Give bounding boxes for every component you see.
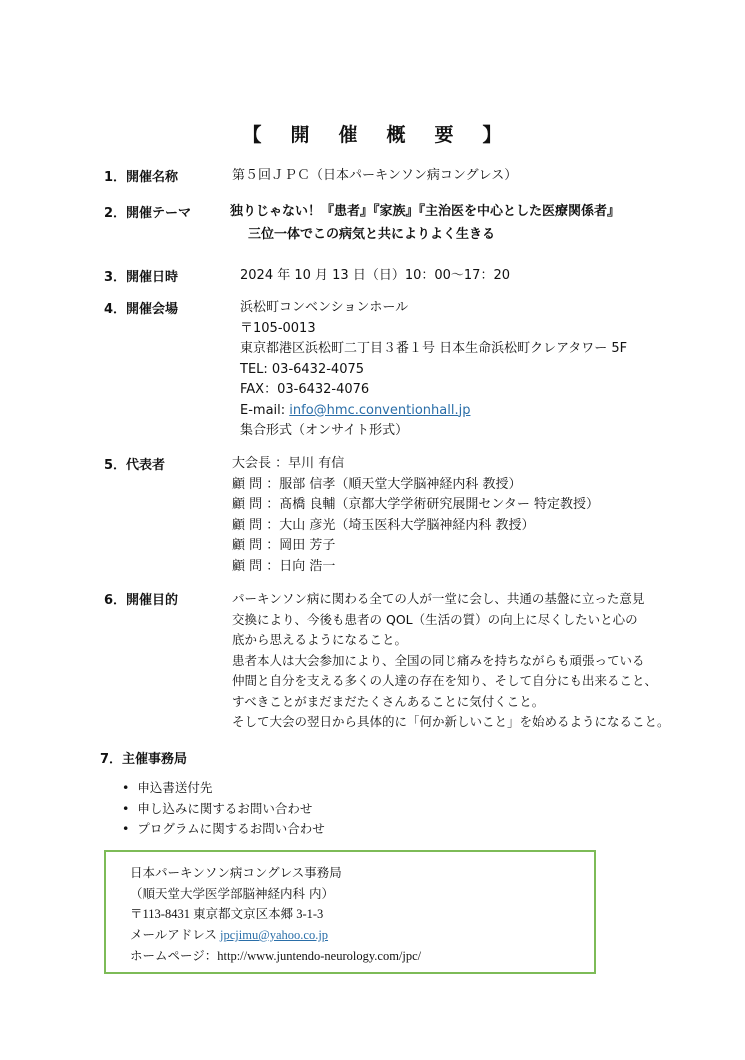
- purpose-line: すべきことがまだまだたくさんあることに気付くこと。: [232, 693, 545, 709]
- title-char: 催: [338, 124, 359, 146]
- title-char: 要: [434, 124, 455, 146]
- office-address: 〒113-8431 東京都文京区本郷 3-1-3: [130, 907, 324, 921]
- venue-name: 浜松町コンベンションホール: [240, 300, 409, 315]
- venue-email-link[interactable]: info@hmc.conventionhall.jp: [289, 402, 471, 418]
- rep-line: 顧 問 ：大山 彦光（埼玉医科大学脳神経内科 教授）: [232, 517, 535, 533]
- event-name: 第５回ＪＰＣ（日本パーキンソン病コングレス）: [232, 168, 518, 183]
- venue-postal: 〒105-0013: [240, 320, 316, 336]
- section-label: 7．主催事務局: [100, 752, 188, 767]
- purpose-line: そして大会の翌日から具体的に「何か新しいこと」を始めるようになること。: [232, 714, 670, 729]
- rep-line: 顧 問 ：日向 浩一: [232, 558, 336, 574]
- purpose-line: 仲間と自分を支える多くの人達の存在を知り、そして自分にも出来ること、: [232, 673, 658, 688]
- venue-fax: FAX：03-6432-4076: [240, 382, 370, 397]
- purpose-line: 底から思えるようになること。: [232, 632, 408, 647]
- rep-line: 顧 問 ：岡田 芳子: [232, 538, 336, 553]
- office-mail: [130, 925, 421, 946]
- list-item: • プログラムに関するお問い合わせ: [122, 819, 325, 840]
- theme-line: 三位一体でこの病気と共によりよく生きる: [248, 226, 496, 242]
- office-contact-box: [104, 850, 596, 974]
- section-label: 6．開催目的: [104, 593, 179, 608]
- theme-line: 独りじゃない！『患者』『家族』『主治医を中心とした医療関係者』: [230, 204, 621, 219]
- title-char: 概: [386, 124, 407, 146]
- office-homepage: ホームページ：http://www.juntendo-neurology.com/jpc/: [130, 949, 422, 963]
- list-item: • 申し込みに関するお問い合わせ: [122, 799, 325, 820]
- section-label: 4．開催会場: [104, 302, 179, 317]
- rep-line: 顧 問 ：服部 信孝（順天堂大学脳神経内科 教授）: [232, 476, 522, 492]
- title-bracket-close: 】: [482, 124, 503, 146]
- venue-tel: TEL: 03-6432-4075: [240, 361, 365, 377]
- purpose-line: 交換により、今後も患者の QOL（生活の質）の向上に尽くしたいと心の: [232, 611, 638, 627]
- purpose-line: パーキンソン病に関わる全ての人が一堂に会し、共通の基盤に立った意見: [232, 591, 645, 606]
- mail-label: メールアドレス: [130, 928, 221, 942]
- title-char: 開: [290, 124, 311, 146]
- purpose-line: 患者本人は大会参加により、全国の同じ痛みを持ちながらも頑張っている: [232, 652, 645, 668]
- section-label: 3．開催日時: [104, 270, 179, 285]
- rep-line: 大会長 ：早川 有信: [232, 456, 345, 471]
- rep-line: 顧 問 ：髙橋 良輔（京都大学学術研究展開センター 特定教授）: [232, 497, 600, 512]
- section-label: 2．開催テーマ: [104, 206, 192, 221]
- title-bracket-open: 【: [242, 124, 263, 146]
- venue-email: [240, 401, 627, 422]
- venue-format: 集合形式（オンサイト形式）: [240, 423, 409, 438]
- email-label: E-mail:: [240, 402, 290, 418]
- office-bullet-list: [122, 778, 325, 840]
- event-date: 2024 年 10 月 13 日（日）10：00～17：20: [240, 268, 510, 283]
- page-title: [0, 120, 745, 147]
- venue-address: 東京都港区浜松町二丁目３番１号 日本生命浜松町クレアタワー 5F: [240, 341, 628, 356]
- office-dept: （順天堂大学医学部脳神経内科 内）: [130, 886, 334, 901]
- office-name: 日本パーキンソン病コングレス事務局: [130, 865, 342, 880]
- section-label: 5．代表者: [104, 458, 166, 473]
- list-item: • 申込書送付先: [122, 778, 325, 799]
- section-label: 1．開催名称: [104, 170, 179, 185]
- office-mail-link[interactable]: jpcjimu@yahoo.co.jp: [220, 928, 329, 942]
